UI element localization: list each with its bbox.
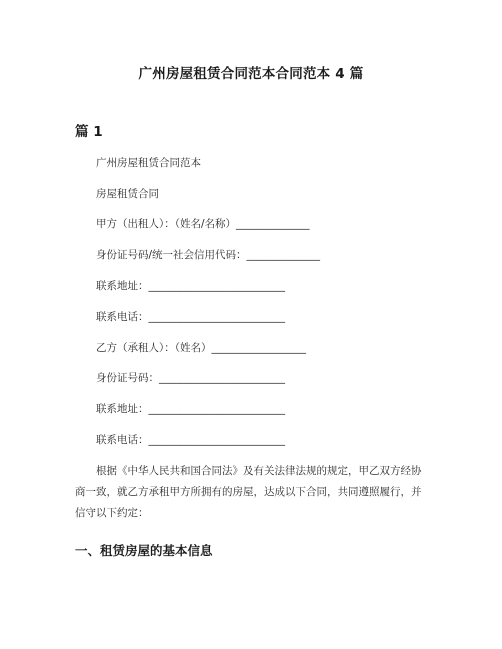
lessee-name-line: 乙方（承租人）：（姓名）__________________ (96, 342, 306, 354)
lessor-id-line: 身份证号码/统一社会信用代码：______________ (96, 249, 321, 261)
lessor-phone-line: 联系电话：__________________________ (96, 311, 285, 323)
heading-basic-info: 一、租赁房屋的基本信息 (75, 543, 213, 558)
lessor-address-line: 联系地址：__________________________ (96, 280, 285, 292)
lessor-name-line: 甲方（出租人）：（姓名/名称）______________ (96, 218, 310, 230)
document-title: 广州房屋租赁合同范本合同范本 4 篇 (138, 66, 364, 82)
lessee-address-line: 联系地址：__________________________ (96, 403, 285, 415)
contract-subtitle-line: 房屋租赁合同 (96, 188, 159, 200)
preamble-paragraph: 根据《中华人民共和国合同法》及有关法律法规的规定，甲乙双方经协商一致，就乙方承租甲方所拥有的房屋，达成以下合同，共同遵照履行，并信守以下约定： (75, 465, 422, 519)
lessee-id-line: 身份证号码：________________________ (96, 372, 285, 384)
section-title: 篇 1 (75, 124, 103, 140)
contract-name-line: 广州房屋租赁合同范本 (96, 157, 201, 169)
lessee-phone-line: 联系电话：__________________________ (96, 434, 285, 446)
